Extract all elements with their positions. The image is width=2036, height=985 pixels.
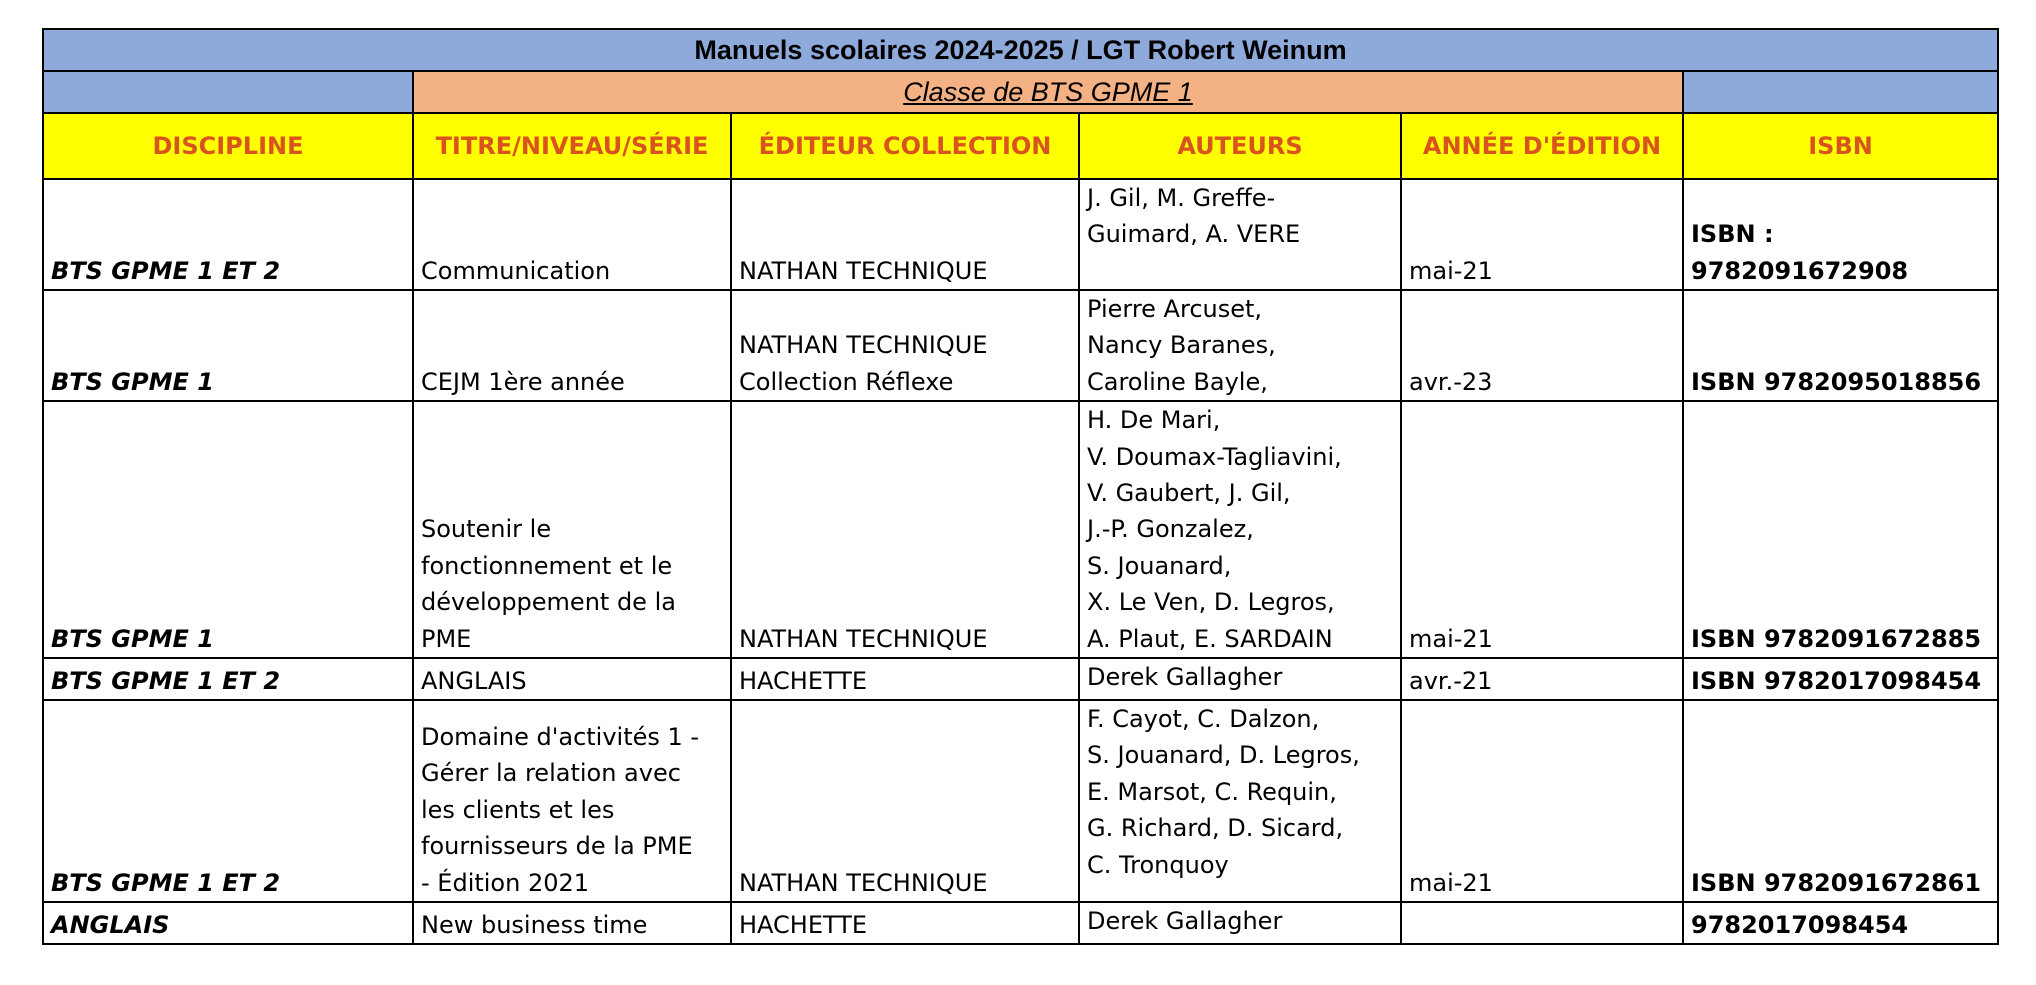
table-row	[43, 401, 1998, 658]
titre-cell: Domaine d'activités 1 - Gérer la relation avec les clients et les fournisseurs de la PME - Édition 2021	[413, 700, 731, 902]
titre-cell: Soutenir le fonctionnement et le développement de la PME	[413, 401, 731, 658]
annee-cell: avr.-23	[1401, 290, 1683, 401]
header-annee: ANNÉE D'ÉDITION	[1401, 113, 1683, 179]
titre-cell: New business time	[413, 902, 731, 944]
table-row	[43, 658, 1998, 700]
editeur-cell: NATHAN TECHNIQUE	[731, 700, 1079, 902]
discipline-cell: BTS GPME 1 ET 2	[43, 179, 413, 290]
auteurs-cell: F. Cayot, C. Dalzon, S. Jouanard, D. Legros, E. Marsot, C. Requin, G. Richard, D. Sicard, C. Tronquoy	[1079, 700, 1401, 902]
titre-cell: Communication	[413, 179, 731, 290]
header-editeur: ÉDITEUR COLLECTION	[731, 113, 1079, 179]
annee-cell: mai-21	[1401, 700, 1683, 902]
discipline-cell: BTS GPME 1	[43, 290, 413, 401]
annee-cell: mai-21	[1401, 401, 1683, 658]
header-row	[43, 113, 1998, 179]
header-titre: TITRE/NIVEAU/SÉRIE	[413, 113, 731, 179]
editeur-cell: HACHETTE	[731, 902, 1079, 944]
class-row-right-cell	[1683, 71, 1998, 113]
header-isbn: ISBN	[1683, 113, 1998, 179]
annee-cell	[1401, 902, 1683, 944]
class-label: Classe de BTS GPME 1	[413, 71, 1683, 113]
table-row	[43, 700, 1998, 902]
titre-cell: CEJM 1ère année	[413, 290, 731, 401]
sheet-title: Manuels scolaires 2024-2025 / LGT Robert Weinum	[43, 29, 1998, 71]
auteurs-cell: H. De Mari, V. Doumax-Tagliavini, V. Gaubert, J. Gil, J.-P. Gonzalez, S. Jouanard, X. Le Ven, D. Legros, A. Plaut, E. SARDAIN	[1079, 401, 1401, 658]
discipline-cell: ANGLAIS	[43, 902, 413, 944]
editeur-cell: HACHETTE	[731, 658, 1079, 700]
auteurs-cell: J. Gil, M. Greffe- Guimard, A. VERE	[1079, 179, 1401, 290]
isbn-cell: ISBN : 9782091672908	[1683, 179, 1998, 290]
class-row-left-cell	[43, 71, 413, 113]
auteurs-cell: Derek Gallagher	[1079, 658, 1401, 700]
auteurs-cell: Derek Gallagher	[1079, 902, 1401, 944]
book-list-table	[42, 28, 1999, 945]
editeur-cell: NATHAN TECHNIQUE	[731, 401, 1079, 658]
discipline-cell: BTS GPME 1 ET 2	[43, 700, 413, 902]
isbn-cell: 9782017098454	[1683, 902, 1998, 944]
isbn-cell: ISBN 9782017098454	[1683, 658, 1998, 700]
titre-cell: ANGLAIS	[413, 658, 731, 700]
isbn-cell: ISBN 9782091672885	[1683, 401, 1998, 658]
editeur-cell: NATHAN TECHNIQUE Collection Réflexe	[731, 290, 1079, 401]
isbn-cell: ISBN 9782095018856	[1683, 290, 1998, 401]
auteurs-cell: Pierre Arcuset, Nancy Baranes, Caroline Bayle,	[1079, 290, 1401, 401]
table-row	[43, 179, 1998, 290]
discipline-cell: BTS GPME 1 ET 2	[43, 658, 413, 700]
class-row	[43, 71, 1998, 113]
header-discipline: DISCIPLINE	[43, 113, 413, 179]
discipline-cell: BTS GPME 1	[43, 401, 413, 658]
header-auteurs: AUTEURS	[1079, 113, 1401, 179]
table-row	[43, 290, 1998, 401]
isbn-cell: ISBN 9782091672861	[1683, 700, 1998, 902]
annee-cell: avr.-21	[1401, 658, 1683, 700]
annee-cell: mai-21	[1401, 179, 1683, 290]
table-row	[43, 902, 1998, 944]
title-row	[43, 29, 1998, 71]
editeur-cell: NATHAN TECHNIQUE	[731, 179, 1079, 290]
